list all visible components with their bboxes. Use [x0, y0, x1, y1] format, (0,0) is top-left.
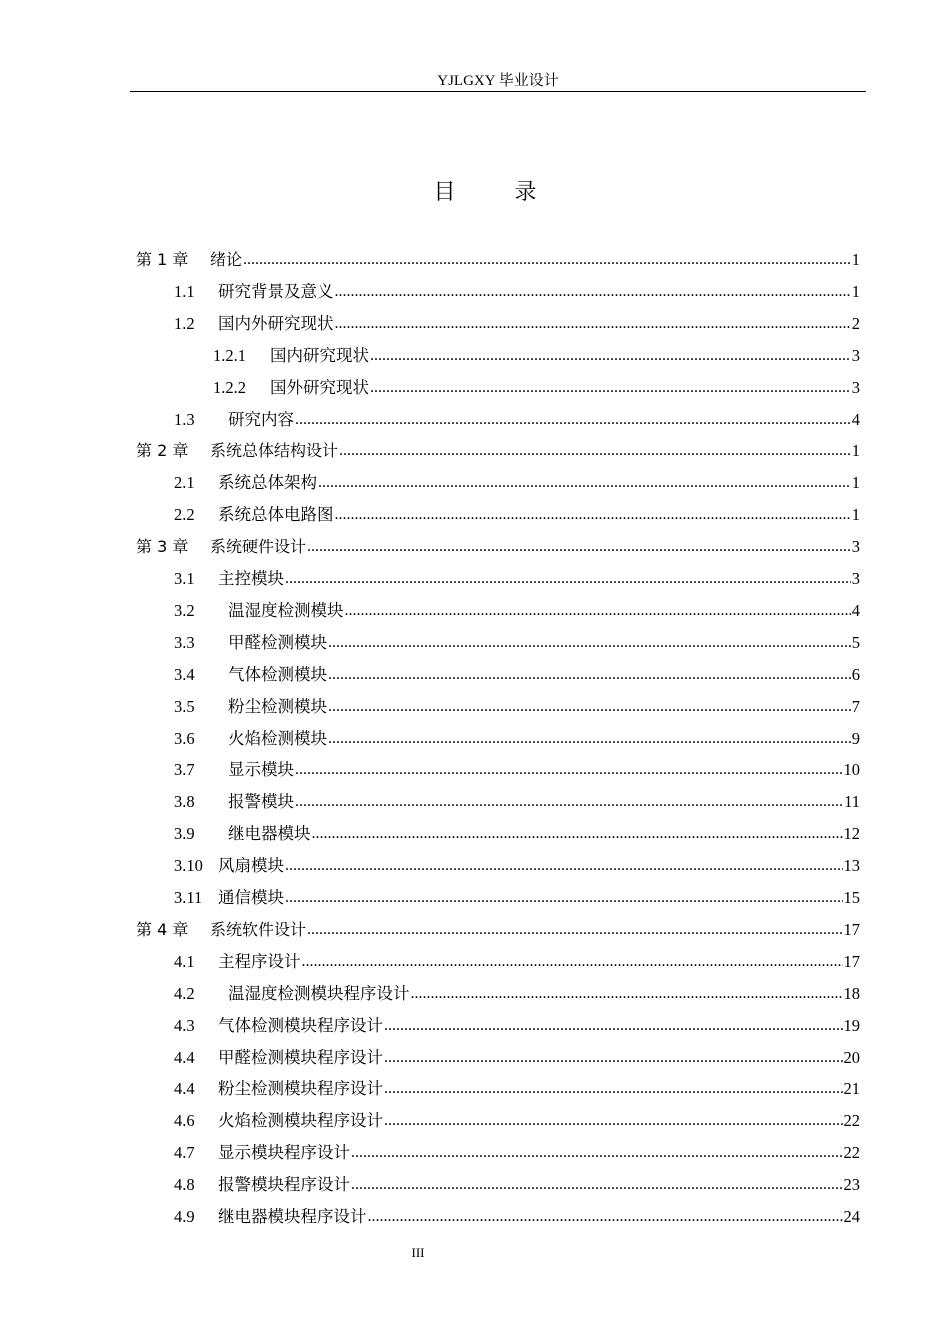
toc-entry-label: 通信模块: [218, 888, 284, 907]
toc-dot-leader: [370, 372, 851, 404]
toc-entry-page: 3: [851, 537, 860, 557]
toc-entry-label: 继电器模块程序设计: [218, 1207, 367, 1226]
toc-entry-page: 5: [851, 632, 860, 652]
toc-entry-number: 4.4: [174, 1047, 195, 1067]
toc-section-row[interactable]: [174, 723, 860, 755]
toc-chapter-row[interactable]: [136, 435, 860, 467]
toc-entry-number: 4.3: [174, 1015, 195, 1035]
toc-section-row[interactable]: [174, 1105, 860, 1137]
toc-dot-leader: [243, 244, 851, 276]
toc-section-row[interactable]: [174, 1042, 860, 1074]
toc-entry-page: 23: [843, 1175, 860, 1195]
toc-entry-page: 21: [843, 1079, 860, 1099]
toc-entry-label: 主控模块: [218, 569, 284, 588]
toc-entry-number: 2.1: [174, 473, 195, 493]
toc-section-row[interactable]: [174, 627, 860, 659]
toc-dot-leader: [351, 1137, 843, 1169]
toc-section-row[interactable]: [213, 340, 860, 372]
toc-entry-page: 2: [851, 313, 860, 333]
toc-entry-number: 3.6: [174, 728, 195, 748]
toc-entry-number: 1.3: [174, 409, 195, 429]
toc-dot-leader: [307, 914, 842, 946]
toc-dot-leader: [328, 627, 851, 659]
toc-section-row[interactable]: [174, 786, 860, 818]
toc-entry-page: 12: [843, 824, 860, 844]
toc-entry-label: 报警模块: [228, 792, 294, 812]
toc-entry-number: 3.11: [174, 888, 203, 907]
toc-dot-leader: [285, 882, 843, 914]
toc-entry-page: 6: [851, 664, 860, 684]
toc-section-row[interactable]: [174, 850, 860, 882]
toc-chapter-row[interactable]: [136, 244, 860, 276]
toc-entry-number: 3.1: [174, 569, 195, 588]
toc-dot-leader: [312, 818, 843, 850]
toc-entry-label: 国内外研究现状: [218, 313, 334, 333]
toc-entry-label: 报警模块程序设计: [218, 1175, 350, 1195]
toc-section-row[interactable]: [174, 754, 860, 786]
toc-entry-label: 绪论: [210, 250, 243, 269]
toc-entry-page: 3: [851, 569, 860, 588]
toc-entry-page: 3: [851, 345, 860, 365]
toc-entry-page: 20: [843, 1047, 860, 1067]
toc-entry-number: 1.1: [174, 281, 195, 301]
toc-dot-leader: [384, 1105, 843, 1137]
toc-section-row[interactable]: [174, 308, 860, 340]
toc-section-row[interactable]: [174, 499, 860, 531]
toc-section-row[interactable]: [174, 1169, 860, 1201]
toc-entry-label: 研究背景及意义: [218, 281, 334, 301]
toc-dot-leader: [302, 946, 843, 978]
toc-entry-number: 1.2.1: [213, 345, 246, 365]
toc-entry-page: 3: [851, 377, 860, 397]
toc-entry-page: 1: [851, 505, 860, 525]
toc-entry-number: 3.5: [174, 696, 195, 716]
toc-entry-label: 主程序设计: [218, 951, 301, 971]
toc-entry-label: 温湿度检测模块程序设计: [228, 983, 410, 1003]
toc-section-row[interactable]: [174, 978, 860, 1010]
toc-section-row[interactable]: [174, 691, 860, 723]
toc-dot-leader: [328, 691, 851, 723]
toc-entry-label: 国内研究现状: [270, 345, 369, 365]
toc-entry-number: 4.6: [174, 1111, 195, 1131]
toc-dot-leader: [384, 1073, 843, 1105]
toc-entry-label: 系统总体电路图: [218, 505, 334, 525]
toc-section-row[interactable]: [174, 1137, 860, 1169]
toc-section-row[interactable]: [174, 1010, 860, 1042]
toc-dot-leader: [351, 1169, 843, 1201]
toc-dot-leader: [295, 754, 843, 786]
toc-entry-number: 第 2 章: [136, 441, 189, 461]
page-header: YJLGXY 毕业设计: [437, 73, 559, 89]
toc-entry-page: 22: [843, 1143, 860, 1163]
toc-entry-page: 15: [843, 888, 860, 907]
toc-dot-leader: [285, 850, 843, 882]
toc-entry-label: 风扇模块: [218, 856, 284, 876]
toc-section-row[interactable]: [213, 372, 860, 404]
toc-entry-number: 4.2: [174, 983, 195, 1003]
toc-entry-number: 第 4 章: [136, 919, 189, 939]
toc-section-row[interactable]: [174, 1201, 860, 1233]
toc-section-row[interactable]: [174, 404, 860, 436]
page-number: III: [411, 1245, 425, 1260]
toc-entry-page: 17: [843, 951, 860, 971]
toc-entry-page: 10: [843, 760, 860, 780]
toc-dot-leader: [370, 340, 851, 372]
toc-entry-number: 3.10: [174, 856, 203, 876]
toc-entry-number: 第 3 章: [136, 537, 189, 557]
toc-entry-number: 3.7: [174, 760, 195, 780]
toc-entry-page: 22: [843, 1111, 860, 1131]
toc-entry-page: 4: [851, 600, 860, 620]
toc-dot-leader: [335, 276, 851, 308]
toc-entry-number: 4.7: [174, 1143, 195, 1163]
toc-entry-label: 火焰检测模块: [228, 728, 327, 748]
toc-entry-label: 甲醛检测模块程序设计: [218, 1047, 383, 1067]
toc-entry-number: 4.9: [174, 1207, 195, 1226]
toc-entry-number: 3.9: [174, 824, 195, 844]
toc-entry-page: 17: [843, 919, 860, 939]
toc-section-row[interactable]: [174, 595, 860, 627]
toc-entry-label: 气体检测模块程序设计: [218, 1015, 383, 1035]
toc-dot-leader: [384, 1010, 843, 1042]
toc-dot-leader: [307, 531, 851, 563]
toc-dot-leader: [384, 1042, 843, 1074]
toc-entry-label: 系统软件设计: [210, 919, 307, 939]
toc-entry-label: 国外研究现状: [270, 377, 369, 397]
toc-section-row[interactable]: [174, 818, 860, 850]
toc-dot-leader: [328, 659, 851, 691]
toc-entry-label: 系统硬件设计: [210, 537, 307, 557]
toc-entry-label: 温湿度检测模块: [228, 600, 344, 620]
toc-chapter-row[interactable]: [136, 531, 860, 563]
toc-title: 目 录: [433, 180, 563, 205]
toc-dot-leader: [295, 786, 843, 818]
toc-entry-page: 24: [843, 1207, 860, 1226]
toc-entry-label: 系统总体架构: [218, 473, 317, 493]
toc-dot-leader: [285, 563, 851, 595]
toc-entry-page: 13: [843, 856, 860, 876]
toc-entry-page: 1: [851, 250, 860, 269]
header-rule: [130, 91, 866, 92]
toc-entry-number: 4.8: [174, 1175, 195, 1195]
toc-entry-label: 粉尘检测模块程序设计: [218, 1079, 383, 1099]
toc-entry-number: 3.4: [174, 664, 195, 684]
toc-entry-page: 19: [843, 1015, 860, 1035]
toc-section-row[interactable]: [174, 467, 860, 499]
toc-entry-number: 4.1: [174, 951, 195, 971]
toc-entry-number: 2.2: [174, 505, 195, 525]
toc-entry-label: 系统总体结构设计: [210, 441, 339, 461]
toc-entry-number: 第 1 章: [136, 250, 189, 269]
toc-entry-label: 火焰检测模块程序设计: [218, 1111, 383, 1131]
toc-dot-leader: [318, 467, 851, 499]
toc-dot-leader: [339, 435, 851, 467]
toc-entry-label: 显示模块: [228, 760, 294, 780]
toc-section-row[interactable]: [174, 882, 860, 914]
toc-dot-leader: [335, 499, 851, 531]
toc-dot-leader: [345, 595, 851, 627]
toc-entry-page: 7: [851, 696, 860, 716]
toc-entry-number: 3.3: [174, 632, 195, 652]
toc-entry-page: 1: [851, 441, 860, 461]
toc-entry-page: 18: [843, 983, 860, 1003]
toc-entry-label: 研究内容: [228, 409, 294, 429]
toc-entry-label: 粉尘检测模块: [228, 696, 327, 716]
toc-entry-page: 4: [851, 409, 860, 429]
toc-entry-number: 3.8: [174, 792, 195, 812]
toc-section-row[interactable]: [174, 1073, 860, 1105]
toc-dot-leader: [335, 308, 851, 340]
toc-dot-leader: [368, 1201, 843, 1233]
toc-dot-leader: [411, 978, 843, 1010]
toc-entry-number: 1.2: [174, 313, 195, 333]
toc-entry-page: 1: [851, 473, 860, 493]
toc-entry-page: 11: [844, 792, 860, 812]
toc-section-row[interactable]: [174, 659, 860, 691]
toc-section-row[interactable]: [174, 946, 860, 978]
toc-dot-leader: [328, 723, 851, 755]
toc-entry-label: 显示模块程序设计: [218, 1143, 350, 1163]
toc-entry-label: 继电器模块: [228, 824, 311, 844]
toc-entry-page: 9: [851, 728, 860, 748]
toc-entry-label: 甲醛检测模块: [228, 632, 327, 652]
toc-entry-label: 气体检测模块: [228, 664, 327, 684]
toc-entry-number: 1.2.2: [213, 377, 246, 397]
toc-entry-page: 1: [851, 281, 860, 301]
toc-entry-number: 3.2: [174, 600, 195, 620]
toc-dot-leader: [295, 404, 851, 436]
toc-section-row[interactable]: [174, 276, 860, 308]
toc-entry-number: 4.4: [174, 1079, 195, 1099]
toc-chapter-row[interactable]: [136, 914, 860, 946]
toc-section-row[interactable]: [174, 563, 860, 595]
